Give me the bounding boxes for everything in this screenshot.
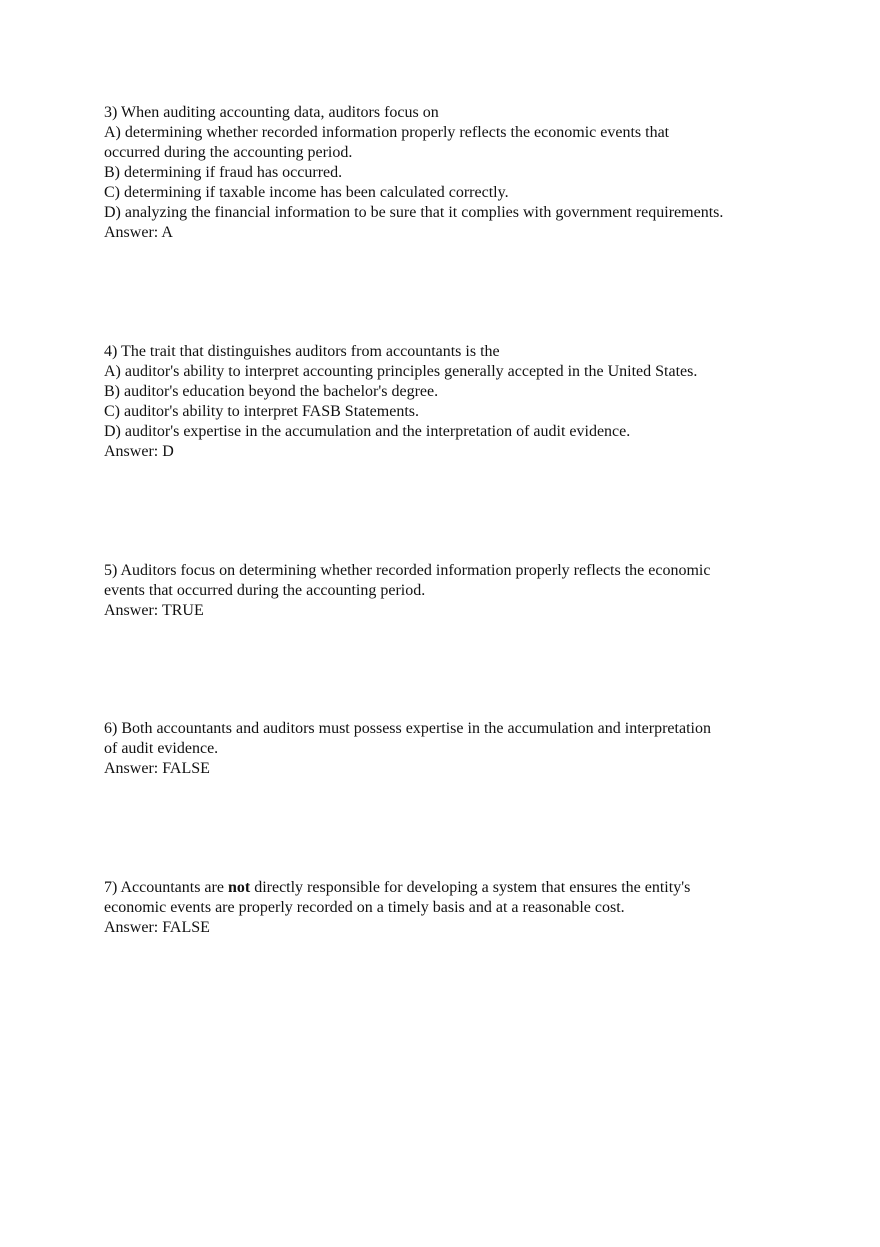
question-7-stem-line1: [104, 878, 804, 898]
question-3-answer-line: [104, 223, 804, 243]
question-3-option-c: C) determining if taxable income has been calculated correctly.: [104, 184, 509, 201]
question-6-answer-line: [104, 759, 804, 779]
question-4-option-d: D) auditor's expertise in the accumulation and the interpretation of audit evidence.: [104, 423, 631, 440]
question-7-stem-before: 7) Accountants are: [104, 879, 228, 896]
question-7-answer: FALSE: [162, 919, 210, 936]
question-4-option-a: A) auditor's ability to interpret accounting principles generally accepted in the United States.: [104, 363, 698, 380]
question-3-stem: 3) When auditing accounting data, auditors focus on: [104, 104, 439, 121]
question-6-answer: FALSE: [162, 760, 210, 777]
question-5-answer-label: Answer:: [104, 602, 159, 619]
question-5-answer: TRUE: [161, 602, 204, 619]
question-6-stem-line1: 6) Both accountants and auditors must possess expertise in the accumulation and interpretation: [104, 720, 711, 737]
question-4: [104, 342, 804, 462]
question-3-option-a-line1: A) determining whether recorded information properly reflects the economic events that: [104, 124, 670, 141]
question-7-stem-after: directly responsible for developing a system that ensures the entity's: [250, 879, 691, 896]
question-4-answer-label: Answer:: [104, 443, 159, 460]
question-4-option-c: C) auditor's ability to interpret FASB Statements.: [104, 403, 419, 420]
question-4-answer-line: [104, 442, 804, 462]
question-3-answer: A: [161, 224, 173, 241]
question-5: [104, 561, 804, 621]
question-6-answer-label: Answer:: [104, 760, 159, 777]
question-3-option-a-line2: occurred during the accounting period.: [104, 144, 353, 161]
question-4-answer: D: [162, 443, 174, 460]
question-7-stem-line2: economic events are properly recorded on a timely basis and at a reasonable cost.: [104, 899, 625, 916]
question-6: [104, 719, 804, 779]
question-4-option-b: B) auditor's education beyond the bachelor's degree.: [104, 383, 439, 400]
question-4-stem: 4) The trait that distinguishes auditors from accountants is the: [104, 343, 500, 360]
question-5-answer-line: [104, 601, 804, 621]
question-7-answer-label: Answer:: [104, 919, 159, 936]
question-7-emphasis-not: not: [227, 879, 251, 896]
question-3-option-d: D) analyzing the financial information to be sure that it complies with government requirements.: [104, 204, 724, 221]
question-5-stem-line1: 5) Auditors focus on determining whether recorded information properly reflects the economic: [104, 562, 711, 579]
question-7-answer-line: [104, 918, 804, 938]
question-5-stem-line2: events that occurred during the accounting period.: [104, 582, 426, 599]
question-6-stem-line2: of audit evidence.: [104, 740, 219, 757]
question-3-answer-label: Answer:: [104, 224, 159, 241]
question-3-option-b: B) determining if fraud has occurred.: [104, 164, 343, 181]
question-3: [104, 103, 804, 243]
question-7: [104, 878, 804, 938]
